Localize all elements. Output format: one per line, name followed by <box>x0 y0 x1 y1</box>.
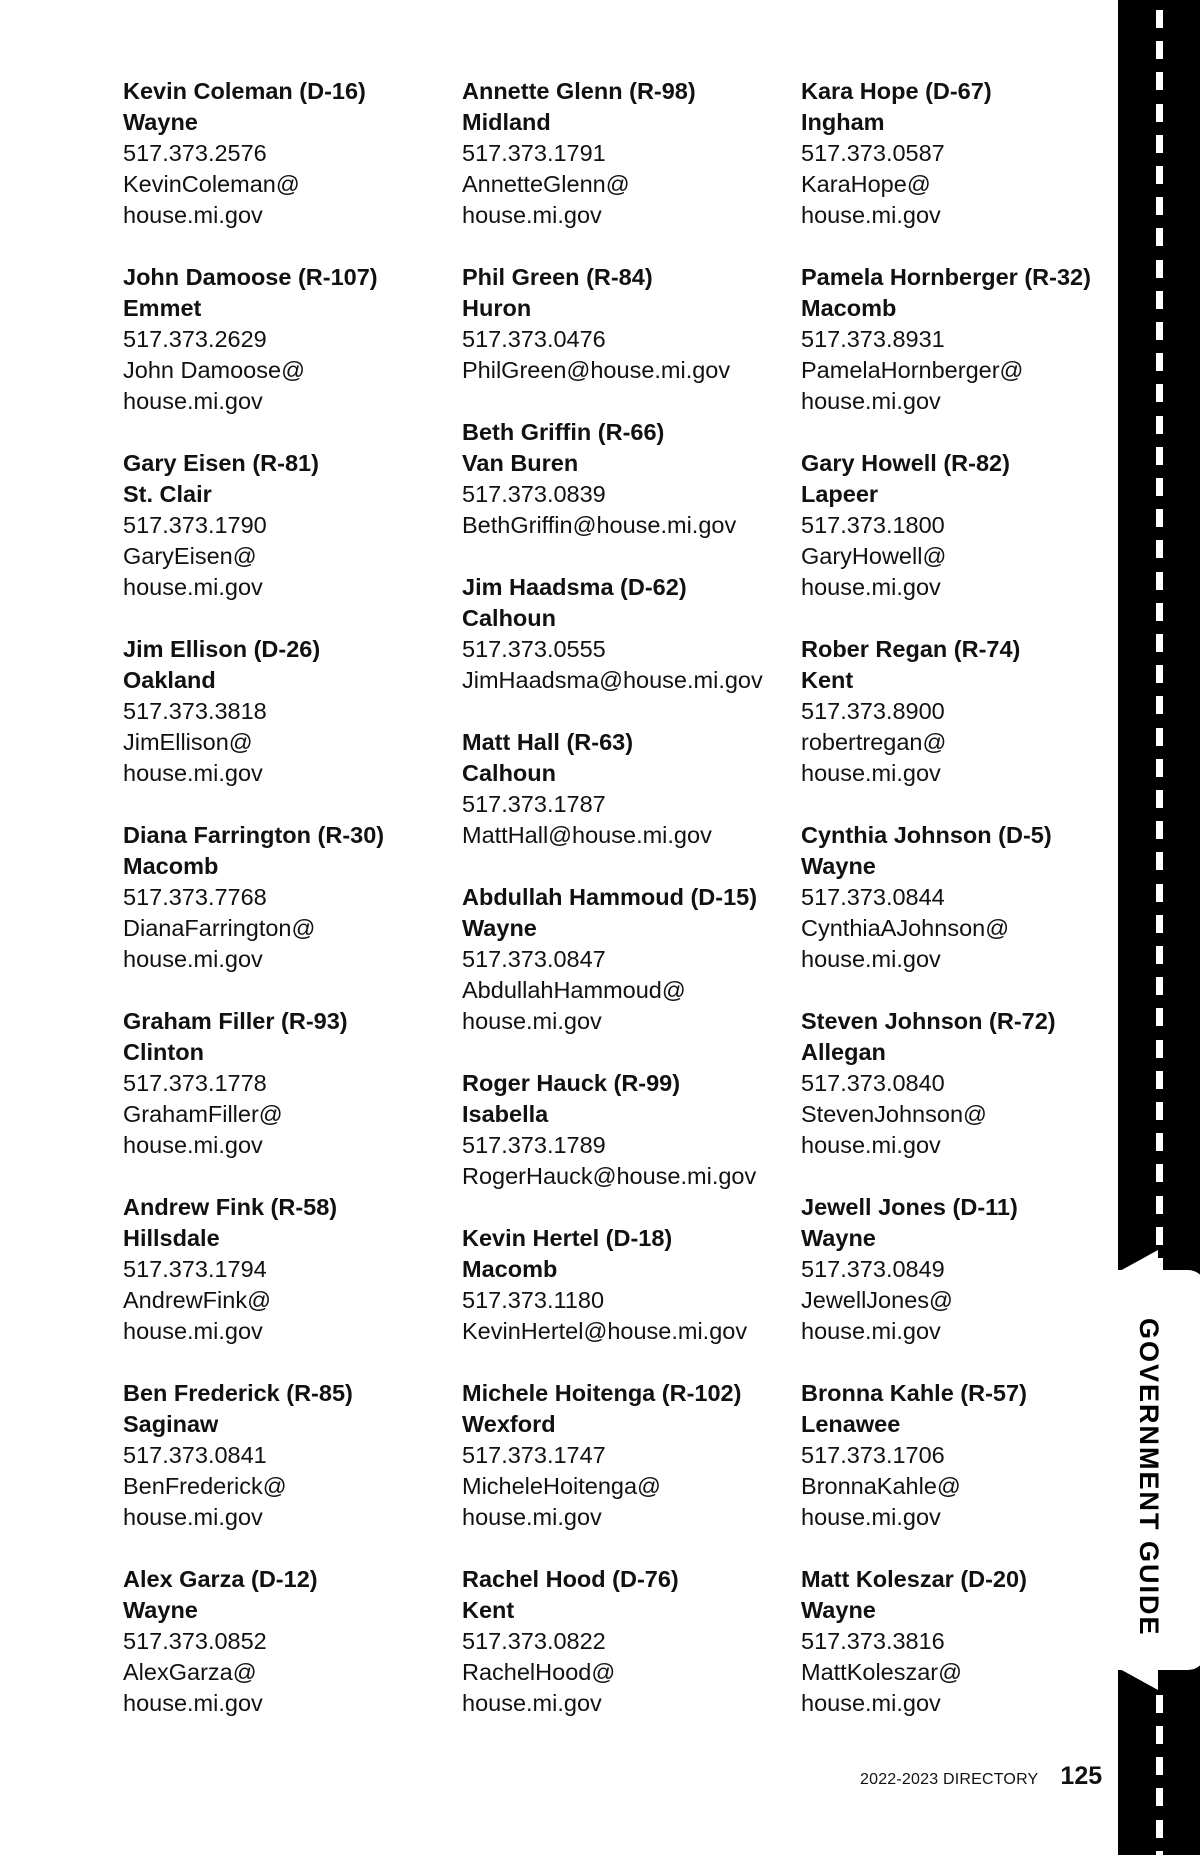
legislator-entry <box>123 634 453 789</box>
legislator-email: RogerHauck@house.mi.gov <box>462 1163 757 1189</box>
sidebar-dash <box>1156 228 1163 246</box>
legislator-email: AndrewFink@ <box>123 1287 271 1313</box>
sidebar-dash <box>1156 135 1163 153</box>
legislator-entry <box>801 634 1121 789</box>
legislator-entry <box>462 262 792 386</box>
legislator-name: Kara Hope (D-67) <box>801 78 992 104</box>
legislator-entry <box>123 820 453 975</box>
legislator-email: BethGriffin@house.mi.gov <box>462 512 737 538</box>
legislator-county: Wayne <box>123 1597 198 1623</box>
legislator-email: MattKoleszar@ <box>801 1659 962 1685</box>
directory-column-3 <box>801 76 1121 1750</box>
legislator-phone: 517.373.0841 <box>123 1442 267 1468</box>
legislator-phone: 517.373.0844 <box>801 884 945 910</box>
legislator-entry <box>123 262 453 417</box>
sidebar-dash <box>1156 197 1163 215</box>
legislator-name: Graham Filler (R-93) <box>123 1008 348 1034</box>
legislator-entry <box>462 882 792 1037</box>
sidebar-dash <box>1156 322 1163 340</box>
legislator-email: house.mi.gov <box>801 1690 941 1716</box>
sidebar-dash <box>1156 821 1163 839</box>
legislator-name: Andrew Fink (R-58) <box>123 1194 338 1220</box>
sidebar-dash <box>1156 10 1163 28</box>
sidebar-dash <box>1156 852 1163 870</box>
sidebar-dash <box>1156 1695 1163 1713</box>
legislator-name: Annette Glenn (R-98) <box>462 78 696 104</box>
legislator-email: house.mi.gov <box>801 1318 941 1344</box>
legislator-name: Abdullah Hammoud (D-15) <box>462 884 758 910</box>
legislator-county: Lapeer <box>801 481 879 507</box>
legislator-email: BenFrederick@ <box>123 1473 287 1499</box>
legislator-phone: 517.373.7768 <box>123 884 267 910</box>
legislator-email: PamelaHornberger@ <box>801 357 1024 383</box>
legislator-email: PhilGreen@house.mi.gov <box>462 357 731 383</box>
sidebar-dash <box>1156 41 1163 59</box>
legislator-email: house.mi.gov <box>123 202 263 228</box>
sidebar-dash <box>1156 384 1163 402</box>
legislator-phone: 517.373.8900 <box>801 698 945 724</box>
legislator-phone: 517.373.2576 <box>123 140 267 166</box>
legislator-phone: 517.373.1706 <box>801 1442 945 1468</box>
legislator-entry <box>123 448 453 603</box>
sidebar-dash <box>1156 884 1163 902</box>
legislator-email: house.mi.gov <box>462 202 602 228</box>
legislator-county: Calhoun <box>462 760 556 786</box>
page-footer <box>860 1762 1102 1798</box>
legislator-name: Jim Haadsma (D-62) <box>462 574 687 600</box>
legislator-entry <box>462 572 792 696</box>
legislator-phone: 517.373.0587 <box>801 140 945 166</box>
legislator-county: Hillsdale <box>123 1225 220 1251</box>
legislator-email: JimHaadsma@house.mi.gov <box>462 667 763 693</box>
legislator-name: Matt Koleszar (D-20) <box>801 1566 1027 1592</box>
sidebar-dash <box>1156 1726 1163 1744</box>
legislator-email: GaryHowell@ <box>801 543 947 569</box>
sidebar-dash <box>1156 728 1163 746</box>
sidebar-dash <box>1156 104 1163 122</box>
sidebar-dash <box>1156 1133 1163 1151</box>
legislator-email: house.mi.gov <box>801 760 941 786</box>
legislator-entry <box>801 1564 1121 1719</box>
legislator-email: house.mi.gov <box>462 1008 602 1034</box>
legislator-county: Midland <box>462 109 551 135</box>
legislator-name: Jewell Jones (D-11) <box>801 1194 1018 1220</box>
legislator-email: house.mi.gov <box>123 1318 263 1344</box>
legislator-entry <box>462 1068 792 1192</box>
tab-notch-top <box>1118 1250 1158 1272</box>
legislator-county: Ingham <box>801 109 885 135</box>
sidebar-dash <box>1156 572 1163 590</box>
sidebar-dash <box>1156 1071 1163 1089</box>
legislator-phone: 517.373.0852 <box>123 1628 267 1654</box>
legislator-email: house.mi.gov <box>123 1504 263 1530</box>
sidebar-dash <box>1156 1196 1163 1214</box>
legislator-name: Kevin Coleman (D-16) <box>123 78 366 104</box>
legislator-county: Clinton <box>123 1039 204 1065</box>
legislator-email: house.mi.gov <box>801 946 941 972</box>
sidebar-dash <box>1156 759 1163 777</box>
sidebar-dash <box>1156 1008 1163 1026</box>
legislator-county: Wayne <box>801 1597 876 1623</box>
legislator-email: house.mi.gov <box>801 388 941 414</box>
legislator-email: house.mi.gov <box>123 946 263 972</box>
legislator-email: MicheleHoitenga@ <box>462 1473 661 1499</box>
legislator-email: house.mi.gov <box>123 574 263 600</box>
sidebar-dash <box>1156 291 1163 309</box>
legislator-county: Isabella <box>462 1101 549 1127</box>
sidebar-dash <box>1156 603 1163 621</box>
legislator-entry <box>462 1223 792 1347</box>
sidebar-dash <box>1156 72 1163 90</box>
legislator-email: house.mi.gov <box>462 1504 602 1530</box>
sidebar-dash <box>1156 946 1163 964</box>
legislator-email: house.mi.gov <box>123 388 263 414</box>
legislator-phone: 517.373.0476 <box>462 326 606 352</box>
legislator-email: house.mi.gov <box>801 1504 941 1530</box>
legislator-name: Michele Hoitenga (R-102) <box>462 1380 742 1406</box>
legislator-email: GrahamFiller@ <box>123 1101 283 1127</box>
legislator-name: Rachel Hood (D-76) <box>462 1566 679 1592</box>
sidebar-dash <box>1156 1227 1163 1245</box>
legislator-county: Lenawee <box>801 1411 901 1437</box>
legislator-email: house.mi.gov <box>801 1132 941 1158</box>
legislator-phone: 517.373.1800 <box>801 512 945 538</box>
legislator-email: JimEllison@ <box>123 729 253 755</box>
sidebar-dash <box>1156 1820 1163 1838</box>
legislator-name: Phil Green (R-84) <box>462 264 653 290</box>
legislator-entry <box>123 1564 453 1719</box>
legislator-phone: 517.373.1791 <box>462 140 606 166</box>
legislator-email: house.mi.gov <box>123 1690 263 1716</box>
legislator-email: house.mi.gov <box>801 202 941 228</box>
sidebar-dash <box>1156 478 1163 496</box>
legislator-email: KevinHertel@house.mi.gov <box>462 1318 748 1344</box>
legislator-entry <box>462 1378 792 1533</box>
legislator-county: Van Buren <box>462 450 579 476</box>
legislator-phone: 517.373.0839 <box>462 481 606 507</box>
legislator-name: Steven Johnson (R-72) <box>801 1008 1056 1034</box>
legislator-phone: 517.373.0847 <box>462 946 606 972</box>
sidebar-dash <box>1156 696 1163 714</box>
legislator-entry <box>462 1564 792 1719</box>
legislator-county: Wayne <box>801 853 876 879</box>
legislator-entry <box>123 76 453 231</box>
legislator-name: Gary Eisen (R-81) <box>123 450 319 476</box>
legislator-phone: 517.373.1790 <box>123 512 267 538</box>
legislator-phone: 517.373.1787 <box>462 791 606 817</box>
legislator-name: Matt Hall (R-63) <box>462 729 634 755</box>
legislator-entry <box>123 1006 453 1161</box>
legislator-county: Wayne <box>462 915 537 941</box>
legislator-name: Cynthia Johnson (D-5) <box>801 822 1052 848</box>
legislator-name: Alex Garza (D-12) <box>123 1566 318 1592</box>
legislator-name: Bronna Kahle (R-57) <box>801 1380 1027 1406</box>
legislator-phone: 517.373.1180 <box>462 1287 605 1313</box>
legislator-name: Diana Farrington (R-30) <box>123 822 385 848</box>
legislator-name: Beth Griffin (R-66) <box>462 419 665 445</box>
legislator-email: GaryEisen@ <box>123 543 257 569</box>
legislator-name: Gary Howell (R-82) <box>801 450 1010 476</box>
legislator-entry <box>801 76 1121 231</box>
tab-notch-bottom <box>1118 1668 1158 1690</box>
sidebar-dash <box>1156 509 1163 527</box>
sidebar-dash <box>1156 540 1163 558</box>
legislator-county: Kent <box>801 667 854 693</box>
legislator-entry <box>801 1192 1121 1347</box>
legislator-email: AnnetteGlenn@ <box>462 171 630 197</box>
sidebar-dash <box>1156 915 1163 933</box>
legislator-phone: 517.373.0849 <box>801 1256 945 1282</box>
legislator-email: BronnaKahle@ <box>801 1473 961 1499</box>
sidebar-dash <box>1156 1757 1163 1775</box>
legislator-phone: 517.373.2629 <box>123 326 267 352</box>
page-number: 125 <box>1060 1762 1103 1790</box>
legislator-county: Kent <box>462 1597 515 1623</box>
legislator-email: John Damoose@ <box>123 357 305 383</box>
legislator-county: Emmet <box>123 295 202 321</box>
legislator-county: Huron <box>462 295 532 321</box>
legislator-name: Pamela Hornberger (R-32) <box>801 264 1091 290</box>
legislator-county: St. Clair <box>123 481 212 507</box>
legislator-county: Calhoun <box>462 605 556 631</box>
legislator-email: DianaFarrington@ <box>123 915 316 941</box>
sidebar-dash <box>1156 447 1163 465</box>
legislator-county: Saginaw <box>123 1411 219 1437</box>
legislator-name: Rober Regan (R-74) <box>801 636 1021 662</box>
legislator-phone: 517.373.0822 <box>462 1628 606 1654</box>
sidebar-dash <box>1156 416 1163 434</box>
legislator-name: Jim Ellison (D-26) <box>123 636 321 662</box>
legislator-email: KevinColeman@ <box>123 171 300 197</box>
legislator-phone: 517.373.8931 <box>801 326 945 352</box>
sidebar-dash <box>1156 353 1163 371</box>
legislator-email: JewellJones@ <box>801 1287 953 1313</box>
legislator-entry <box>801 1006 1121 1161</box>
sidebar-dash <box>1156 1164 1163 1182</box>
footer-directory-label: 2022-2023 DIRECTORY <box>860 1771 1039 1788</box>
legislator-name: Kevin Hertel (D-18) <box>462 1225 673 1251</box>
legislator-phone: 517.373.1789 <box>462 1132 606 1158</box>
legislator-email: house.mi.gov <box>462 1690 602 1716</box>
legislator-county: Macomb <box>462 1256 558 1282</box>
legislator-entry <box>801 820 1121 975</box>
legislator-entry <box>123 1378 453 1533</box>
legislator-entry <box>462 727 792 851</box>
legislator-entry <box>462 417 792 541</box>
legislator-email: robertregan@ <box>801 729 947 755</box>
legislator-phone: 517.373.3818 <box>123 698 267 724</box>
sidebar-dash <box>1156 260 1163 278</box>
directory-column-1 <box>123 76 453 1750</box>
sidebar-dash <box>1156 166 1163 184</box>
legislator-email: house.mi.gov <box>123 760 263 786</box>
legislator-county: Wexford <box>462 1411 556 1437</box>
legislator-county: Wayne <box>801 1225 876 1251</box>
legislator-email: RachelHood@ <box>462 1659 616 1685</box>
sidebar-dash <box>1156 1102 1163 1120</box>
directory-column-2 <box>462 76 792 1750</box>
sidebar-dash <box>1156 977 1163 995</box>
legislator-county: Oakland <box>123 667 216 693</box>
legislator-email: AbdullahHammoud@ <box>462 977 686 1003</box>
legislator-email: CynthiaAJohnson@ <box>801 915 1010 941</box>
legislator-phone: 517.373.1747 <box>462 1442 606 1468</box>
legislator-email: StevenJohnson@ <box>801 1101 987 1127</box>
section-tab-label: GOVERNMENT GUIDE <box>1134 1318 1164 1637</box>
sidebar-dash <box>1156 1788 1163 1806</box>
sidebar-dash <box>1156 634 1163 652</box>
legislator-phone: 517.373.0555 <box>462 636 606 662</box>
legislator-phone: 517.373.1778 <box>123 1070 267 1096</box>
legislator-entry <box>801 262 1121 417</box>
legislator-name: Ben Frederick (R-85) <box>123 1380 353 1406</box>
legislator-phone: 517.373.3816 <box>801 1628 945 1654</box>
sidebar-dash <box>1156 1851 1163 1869</box>
legislator-email: house.mi.gov <box>123 1132 263 1158</box>
sidebar-dash <box>1156 1040 1163 1058</box>
legislator-county: Allegan <box>801 1039 886 1065</box>
legislator-name: John Damoose (R-107) <box>123 264 378 290</box>
legislator-entry <box>462 76 792 231</box>
legislator-phone: 517.373.1794 <box>123 1256 267 1282</box>
legislator-entry <box>123 1192 453 1347</box>
sidebar-dash <box>1156 790 1163 808</box>
legislator-email: MattHall@house.mi.gov <box>462 822 712 848</box>
legislator-email: house.mi.gov <box>801 574 941 600</box>
legislator-email: KaraHope@ <box>801 171 931 197</box>
legislator-phone: 517.373.0840 <box>801 1070 945 1096</box>
legislator-entry <box>801 1378 1121 1533</box>
legislator-county: Macomb <box>801 295 897 321</box>
legislator-name: Roger Hauck (R-99) <box>462 1070 681 1096</box>
legislator-email: AlexGarza@ <box>123 1659 257 1685</box>
legislator-entry <box>801 448 1121 603</box>
legislator-county: Wayne <box>123 109 198 135</box>
legislator-county: Macomb <box>123 853 219 879</box>
sidebar-dash <box>1156 665 1163 683</box>
